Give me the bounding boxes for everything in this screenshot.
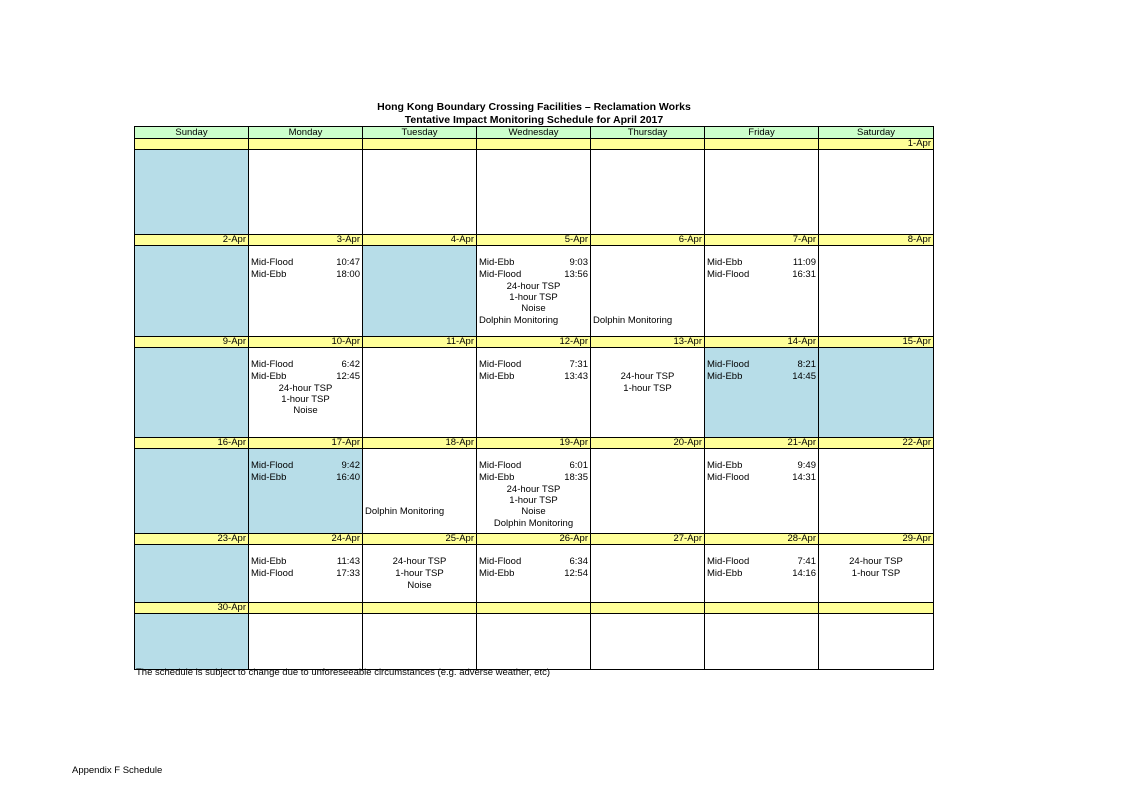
date-row xyxy=(135,235,934,246)
day-cell xyxy=(819,348,934,438)
day-cell xyxy=(477,150,591,235)
date-label: 8-Apr xyxy=(819,235,934,246)
schedule-entry xyxy=(593,315,702,326)
schedule-entry xyxy=(707,472,816,483)
schedule-note: The schedule is subject to change due to unforeseeable circumstances (e.g. adverse weather, etc) xyxy=(136,667,551,678)
date-label xyxy=(819,603,934,614)
entry-label: 1-hour TSP xyxy=(281,394,330,405)
schedule-entry xyxy=(365,556,474,567)
schedule-entry xyxy=(707,371,816,382)
date-label: 20-Apr xyxy=(591,438,705,449)
date-label: 24-Apr xyxy=(249,534,363,545)
entry-label: Dolphin Monitoring xyxy=(493,518,574,529)
entry-time: 16:40 xyxy=(336,472,360,483)
date-label: 10-Apr xyxy=(249,337,363,348)
day-cell xyxy=(705,246,819,337)
date-row xyxy=(135,337,934,348)
schedule-entry xyxy=(251,405,360,416)
schedule-entry xyxy=(821,556,931,567)
day-cell xyxy=(363,449,477,534)
schedule-entry xyxy=(593,281,702,292)
schedule-entry xyxy=(707,257,816,268)
entry-label: Mid-Ebb xyxy=(707,257,743,268)
date-label: 26-Apr xyxy=(477,534,591,545)
date-label xyxy=(477,139,591,150)
schedule-entry xyxy=(479,556,588,567)
entry-time: 13:56 xyxy=(564,269,588,280)
schedule-entry xyxy=(251,394,360,405)
schedule-entry xyxy=(365,472,474,483)
entry-label: Mid-Ebb xyxy=(707,460,743,471)
day-cell xyxy=(477,545,591,603)
schedule-entry xyxy=(593,303,702,314)
entry-label: Mid-Flood xyxy=(707,556,750,567)
day-cell xyxy=(249,348,363,438)
entry-time: 12:45 xyxy=(336,371,360,382)
date-label: 7-Apr xyxy=(705,235,819,246)
date-label: 16-Apr xyxy=(135,438,249,449)
entry-label: 1-hour TSP xyxy=(851,568,901,579)
entry-label: Mid-Ebb xyxy=(479,371,515,382)
date-label: 2-Apr xyxy=(135,235,249,246)
entry-label: Mid-Flood xyxy=(707,472,750,483)
schedule-entry xyxy=(479,472,588,483)
date-row xyxy=(135,603,934,614)
weekday-header: Saturday xyxy=(819,127,934,139)
entry-time: 9:03 xyxy=(569,257,588,268)
week-body-row xyxy=(135,545,934,603)
schedule-entry xyxy=(479,568,588,579)
schedule-entry xyxy=(593,359,702,370)
entry-label: Dolphin Monitoring xyxy=(479,315,559,326)
schedule-entry xyxy=(593,292,702,303)
weekday-header-row xyxy=(135,127,934,139)
entry-label: 24-hour TSP xyxy=(620,371,675,382)
entry-label: Mid-Flood xyxy=(707,269,750,280)
schedule-entry xyxy=(365,568,474,579)
day-cell xyxy=(135,348,249,438)
day-cell xyxy=(135,545,249,603)
date-label xyxy=(477,603,591,614)
title-line-1: Hong Kong Boundary Crossing Facilities – Reclamation Works xyxy=(377,101,691,113)
entry-time: 18:00 xyxy=(336,269,360,280)
day-cell xyxy=(705,348,819,438)
day-cell xyxy=(477,348,591,438)
entry-time: 11:09 xyxy=(792,257,816,268)
entry-label: 24-hour TSP xyxy=(278,383,333,394)
day-cell xyxy=(249,545,363,603)
schedule-entry xyxy=(707,359,816,370)
day-cell xyxy=(477,449,591,534)
date-label: 6-Apr xyxy=(591,235,705,246)
date-label xyxy=(363,139,477,150)
week-body-row xyxy=(135,614,934,670)
entry-time: 6:01 xyxy=(569,460,588,471)
date-label xyxy=(705,603,819,614)
entry-time: 14:31 xyxy=(792,472,816,483)
week-body-row xyxy=(135,246,934,337)
entry-label: Mid-Flood xyxy=(251,568,294,579)
entry-time: 7:41 xyxy=(797,556,816,567)
schedule-entry xyxy=(251,472,360,483)
entry-label: Dolphin Monitoring xyxy=(365,506,445,517)
date-label: 13-Apr xyxy=(591,337,705,348)
schedule-entry xyxy=(251,359,360,370)
date-label: 14-Apr xyxy=(705,337,819,348)
day-cell xyxy=(363,150,477,235)
entry-label: Noise xyxy=(521,303,546,314)
date-label: 11-Apr xyxy=(363,337,477,348)
date-label: 28-Apr xyxy=(705,534,819,545)
date-label: 27-Apr xyxy=(591,534,705,545)
entry-time: 11:43 xyxy=(336,556,360,567)
day-cell xyxy=(591,246,705,337)
weekday-header: Wednesday xyxy=(477,127,591,139)
schedule-entry xyxy=(707,460,816,471)
schedule-entry xyxy=(365,484,474,495)
weekday-header: Friday xyxy=(705,127,819,139)
calendar-table xyxy=(134,126,934,670)
schedule-entry xyxy=(365,495,474,506)
entry-time: 9:42 xyxy=(341,460,360,471)
schedule-entry xyxy=(593,269,702,280)
weekday-header: Thursday xyxy=(591,127,705,139)
date-label: 12-Apr xyxy=(477,337,591,348)
schedule-entry xyxy=(251,383,360,394)
schedule-entry xyxy=(251,257,360,268)
entry-time: 9:49 xyxy=(797,460,816,471)
date-label: 23-Apr xyxy=(135,534,249,545)
schedule-entry xyxy=(821,568,931,579)
entry-label: Mid-Ebb xyxy=(479,472,515,483)
day-cell xyxy=(363,246,477,337)
day-cell xyxy=(819,449,934,534)
schedule-entry xyxy=(479,460,588,471)
entry-label: Noise xyxy=(521,506,546,517)
entry-label: Mid-Ebb xyxy=(251,556,287,567)
date-label xyxy=(591,603,705,614)
entry-label: Mid-Ebb xyxy=(479,257,515,268)
date-row xyxy=(135,438,934,449)
schedule-entry xyxy=(479,303,588,314)
entry-label: 1-hour TSP xyxy=(623,383,672,394)
entry-time: 17:33 xyxy=(336,568,360,579)
date-label: 19-Apr xyxy=(477,438,591,449)
schedule-entry xyxy=(479,257,588,268)
date-label xyxy=(591,139,705,150)
schedule-entry xyxy=(479,371,588,382)
date-label: 25-Apr xyxy=(363,534,477,545)
schedule-entry xyxy=(479,484,588,495)
entry-label: 24-hour TSP xyxy=(506,484,561,495)
day-cell xyxy=(705,150,819,235)
schedule-entry xyxy=(479,495,588,506)
day-cell xyxy=(591,150,705,235)
weekday-header: Tuesday xyxy=(363,127,477,139)
entry-label: Mid-Ebb xyxy=(707,568,743,579)
entry-label: Mid-Flood xyxy=(479,556,522,567)
day-cell xyxy=(819,246,934,337)
schedule-entry xyxy=(707,269,816,280)
schedule-entry xyxy=(251,460,360,471)
schedule-entry xyxy=(251,556,360,567)
entry-label: 24-hour TSP xyxy=(849,556,903,567)
date-label xyxy=(249,603,363,614)
week-body-row xyxy=(135,150,934,235)
date-label xyxy=(135,139,249,150)
day-cell xyxy=(135,150,249,235)
entry-label: Mid-Flood xyxy=(479,269,522,280)
entry-label: Mid-Flood xyxy=(707,359,750,370)
day-cell xyxy=(591,348,705,438)
date-label: 1-Apr xyxy=(819,139,934,150)
entry-label: Mid-Flood xyxy=(251,359,294,370)
day-cell xyxy=(477,614,591,670)
day-cell xyxy=(249,449,363,534)
entry-time: 12:54 xyxy=(564,568,588,579)
entry-label: Mid-Ebb xyxy=(251,269,287,280)
day-cell xyxy=(591,614,705,670)
day-cell xyxy=(135,614,249,670)
entry-label: Noise xyxy=(293,405,318,416)
schedule-entry xyxy=(365,580,474,591)
date-label: 3-Apr xyxy=(249,235,363,246)
day-cell xyxy=(819,545,934,603)
date-label: 21-Apr xyxy=(705,438,819,449)
date-label xyxy=(705,139,819,150)
date-label: 18-Apr xyxy=(363,438,477,449)
entry-label: Mid-Ebb xyxy=(251,371,287,382)
date-label xyxy=(363,603,477,614)
entry-time: 6:34 xyxy=(569,556,588,567)
entry-label: Mid-Ebb xyxy=(479,568,515,579)
week-body-row xyxy=(135,449,934,534)
date-label: 17-Apr xyxy=(249,438,363,449)
schedule-entry xyxy=(479,281,588,292)
entry-label: Mid-Flood xyxy=(251,257,294,268)
day-cell xyxy=(249,246,363,337)
date-label: 30-Apr xyxy=(135,603,249,614)
appendix-footer: Appendix F Schedule xyxy=(72,765,163,776)
entry-time: 6:42 xyxy=(341,359,360,370)
entry-label: 24-hour TSP xyxy=(392,556,447,567)
weekday-header: Sunday xyxy=(135,127,249,139)
entry-label: 1-hour TSP xyxy=(509,495,558,506)
date-row xyxy=(135,534,934,545)
schedule-entry xyxy=(251,371,360,382)
schedule-entry xyxy=(479,315,588,326)
day-cell xyxy=(477,246,591,337)
week-body-row xyxy=(135,348,934,438)
day-cell xyxy=(135,449,249,534)
entry-label: Mid-Flood xyxy=(251,460,294,471)
schedule-entry xyxy=(479,506,588,517)
entry-time: 13:43 xyxy=(564,371,588,382)
date-label: 9-Apr xyxy=(135,337,249,348)
entry-time: 14:16 xyxy=(792,568,816,579)
schedule-entry xyxy=(479,269,588,280)
day-cell xyxy=(363,348,477,438)
schedule-entry xyxy=(707,568,816,579)
schedule-entry xyxy=(593,383,702,394)
schedule-entry xyxy=(479,292,588,303)
entry-time: 16:31 xyxy=(792,269,816,280)
date-label: 15-Apr xyxy=(819,337,934,348)
date-row xyxy=(135,139,934,150)
entry-label: 1-hour TSP xyxy=(395,568,444,579)
entry-time: 18:35 xyxy=(564,472,588,483)
day-cell xyxy=(591,545,705,603)
day-cell xyxy=(135,246,249,337)
entry-label: Mid-Ebb xyxy=(251,472,287,483)
date-label: 5-Apr xyxy=(477,235,591,246)
title-line-2: Tentative Impact Monitoring Schedule for April 2017 xyxy=(404,114,664,126)
entry-label: Mid-Flood xyxy=(479,460,522,471)
entry-label: Dolphin Monitoring xyxy=(593,315,673,326)
day-cell xyxy=(705,614,819,670)
weekday-header: Monday xyxy=(249,127,363,139)
schedule-entry xyxy=(365,460,474,471)
day-cell xyxy=(363,545,477,603)
day-cell xyxy=(705,449,819,534)
entry-label: 24-hour TSP xyxy=(506,281,561,292)
schedule-entry xyxy=(251,269,360,280)
schedule-entry xyxy=(251,568,360,579)
date-label: 4-Apr xyxy=(363,235,477,246)
day-cell xyxy=(249,150,363,235)
date-label: 22-Apr xyxy=(819,438,934,449)
day-cell xyxy=(819,614,934,670)
day-cell xyxy=(705,545,819,603)
schedule-entry xyxy=(479,359,588,370)
day-cell xyxy=(363,614,477,670)
entry-label: Mid-Flood xyxy=(479,359,522,370)
schedule-entry xyxy=(479,518,588,529)
day-cell xyxy=(819,150,934,235)
entry-label: Noise xyxy=(407,580,432,591)
schedule-entry xyxy=(593,371,702,382)
schedule-entry xyxy=(365,506,474,517)
date-label: 29-Apr xyxy=(819,534,934,545)
entry-time: 10:47 xyxy=(336,257,360,268)
entry-label: Mid-Ebb xyxy=(707,371,743,382)
entry-label: 1-hour TSP xyxy=(509,292,558,303)
entry-time: 14:45 xyxy=(792,371,816,382)
date-label xyxy=(249,139,363,150)
schedule-entry xyxy=(707,556,816,567)
day-cell xyxy=(591,449,705,534)
day-cell xyxy=(249,614,363,670)
entry-time: 8:21 xyxy=(797,359,816,370)
schedule-entry xyxy=(593,257,702,268)
entry-time: 7:31 xyxy=(569,359,588,370)
